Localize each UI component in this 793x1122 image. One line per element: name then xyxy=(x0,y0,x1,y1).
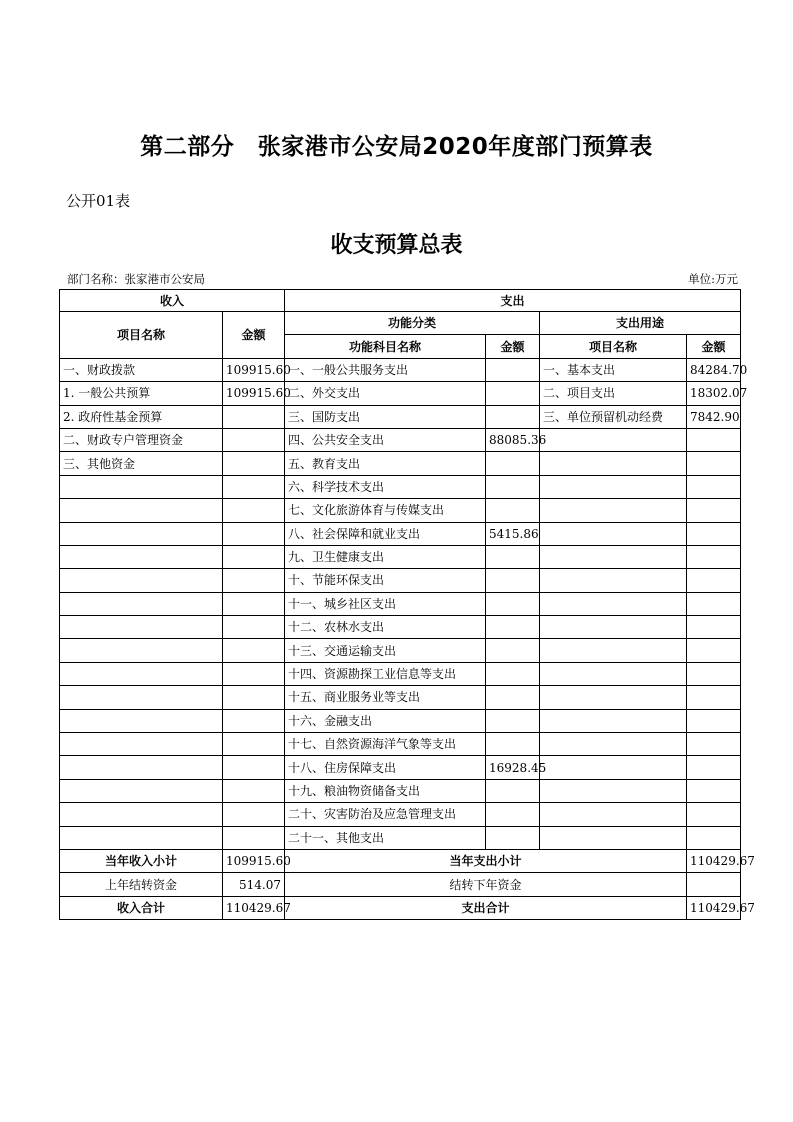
func-amount xyxy=(486,803,540,826)
income-item-name-header: 项目名称 xyxy=(60,312,223,359)
carry-out-label: 结转下年资金 xyxy=(285,873,687,896)
func-amount xyxy=(486,616,540,639)
func-amount xyxy=(486,733,540,756)
table-row xyxy=(60,522,741,545)
page-title: 第二部分 张家港市公安局2020年度部门预算表 xyxy=(140,134,653,160)
func-amount xyxy=(486,405,540,428)
income-item-name xyxy=(60,756,223,779)
table-row xyxy=(60,545,741,568)
func-subject-name: 十七、自然资源海洋气象等支出 xyxy=(285,733,486,756)
func-amount xyxy=(486,826,540,849)
func-amount: 5415.86 xyxy=(486,522,540,545)
table-row xyxy=(60,686,741,709)
income-item-name xyxy=(60,803,223,826)
income-item-name xyxy=(60,779,223,802)
table-row xyxy=(60,826,741,849)
carry-in-label: 上年结转资金 xyxy=(60,873,223,896)
use-amount xyxy=(687,709,741,732)
func-amount xyxy=(486,358,540,381)
use-amount xyxy=(687,662,741,685)
income-item-name xyxy=(60,592,223,615)
table-row xyxy=(60,779,741,802)
table-header-row xyxy=(60,290,741,312)
income-item-name: 三、其他资金 xyxy=(60,452,223,475)
func-amount xyxy=(486,569,540,592)
func-subject-name: 十六、金融支出 xyxy=(285,709,486,732)
func-subject-name: 二十一、其他支出 xyxy=(285,826,486,849)
func-subject-name: 十五、商业服务业等支出 xyxy=(285,686,486,709)
func-subject-name: 九、卫生健康支出 xyxy=(285,545,486,568)
use-item-name xyxy=(540,779,687,802)
table-row xyxy=(60,733,741,756)
table-row xyxy=(60,616,741,639)
use-item-name xyxy=(540,569,687,592)
func-subject-name: 十八、住房保障支出 xyxy=(285,756,486,779)
table-row xyxy=(60,662,741,685)
income-item-name: 2. 政府性基金预算 xyxy=(60,405,223,428)
use-item-name-header: 项目名称 xyxy=(540,335,687,358)
income-total-value: 110429.67 xyxy=(223,896,285,919)
use-item-name xyxy=(540,686,687,709)
table-row xyxy=(60,475,741,498)
use-amount xyxy=(687,452,741,475)
carry-in-value: 514.07 xyxy=(223,873,285,896)
income-amount xyxy=(223,803,285,826)
income-amount xyxy=(223,662,285,685)
income-total-label: 收入合计 xyxy=(60,896,223,919)
func-amount xyxy=(486,382,540,405)
table-header-row xyxy=(60,312,741,335)
income-amount xyxy=(223,639,285,662)
use-item-name: 一、基本支出 xyxy=(540,358,687,381)
func-amount xyxy=(486,475,540,498)
carry-row xyxy=(60,873,741,896)
income-amount xyxy=(223,756,285,779)
income-amount: 109915.60 xyxy=(223,382,285,405)
use-item-name xyxy=(540,709,687,732)
table-row xyxy=(60,428,741,451)
income-item-name: 二、财政专户管理资金 xyxy=(60,428,223,451)
table-row xyxy=(60,382,741,405)
use-amount xyxy=(687,522,741,545)
income-item-name xyxy=(60,616,223,639)
income-amount xyxy=(223,826,285,849)
income-item-name xyxy=(60,733,223,756)
use-item-name xyxy=(540,475,687,498)
table-row xyxy=(60,756,741,779)
expense-total-value: 110429.67 xyxy=(687,896,741,919)
use-item-name xyxy=(540,662,687,685)
income-amount xyxy=(223,686,285,709)
table-row xyxy=(60,803,741,826)
income-amount xyxy=(223,545,285,568)
func-subject-name: 三、国防支出 xyxy=(285,405,486,428)
use-item-name: 三、单位预留机动经费 xyxy=(540,405,687,428)
total-row xyxy=(60,896,741,919)
table-row xyxy=(60,592,741,615)
func-amount xyxy=(486,686,540,709)
income-amount xyxy=(223,733,285,756)
income-item-name xyxy=(60,569,223,592)
income-amount xyxy=(223,452,285,475)
use-item-name xyxy=(540,592,687,615)
table-row xyxy=(60,452,741,475)
use-amount xyxy=(687,569,741,592)
table-row xyxy=(60,358,741,381)
income-item-name xyxy=(60,475,223,498)
use-amount: 7842.90 xyxy=(687,405,741,428)
income-subtotal-value: 109915.60 xyxy=(223,849,285,872)
income-amount xyxy=(223,428,285,451)
income-amount: 109915.60 xyxy=(223,358,285,381)
use-amount-header: 金额 xyxy=(687,335,741,358)
income-item-name xyxy=(60,709,223,732)
use-item-name xyxy=(540,452,687,475)
income-item-name xyxy=(60,662,223,685)
use-amount xyxy=(687,475,741,498)
func-amount: 16928.45 xyxy=(486,756,540,779)
income-amount xyxy=(223,405,285,428)
use-item-name xyxy=(540,733,687,756)
use-item-name xyxy=(540,522,687,545)
table-row xyxy=(60,405,741,428)
income-amount-header: 金额 xyxy=(223,312,285,359)
func-amount xyxy=(486,709,540,732)
func-subject-name: 十一、城乡社区支出 xyxy=(285,592,486,615)
income-item-name xyxy=(60,522,223,545)
table-row xyxy=(60,709,741,732)
func-subject-name: 五、教育支出 xyxy=(285,452,486,475)
income-header: 收入 xyxy=(60,290,285,312)
func-subject-name: 十四、资源勘探工业信息等支出 xyxy=(285,662,486,685)
income-amount xyxy=(223,499,285,522)
table-row xyxy=(60,569,741,592)
func-amount xyxy=(486,499,540,522)
use-amount xyxy=(687,686,741,709)
use-item-name xyxy=(540,756,687,779)
func-subject-name: 七、文化旅游体育与传媒支出 xyxy=(285,499,486,522)
func-subject-name: 六、科学技术支出 xyxy=(285,475,486,498)
use-amount xyxy=(687,592,741,615)
department-name: 部门名称：张家港市公安局 xyxy=(67,272,205,286)
budget-table-body xyxy=(60,290,748,850)
income-amount xyxy=(223,592,285,615)
use-amount xyxy=(687,545,741,568)
func-subject-name: 二、外交支出 xyxy=(285,382,486,405)
func-subject-name: 十二、农林水支出 xyxy=(285,616,486,639)
income-item-name xyxy=(60,639,223,662)
table-code: 公开01表 xyxy=(66,192,131,210)
use-amount: 18302.07 xyxy=(687,382,741,405)
use-amount: 84284.70 xyxy=(687,358,741,381)
func-subject-name: 十、节能环保支出 xyxy=(285,569,486,592)
func-subject-name: 四、公共安全支出 xyxy=(285,428,486,451)
use-amount xyxy=(687,779,741,802)
income-subtotal-label: 当年收入小计 xyxy=(60,849,223,872)
income-amount xyxy=(223,709,285,732)
expense-use-header: 支出用途 xyxy=(540,312,741,335)
func-amount xyxy=(486,545,540,568)
carry-out-value xyxy=(687,873,741,896)
use-item-name xyxy=(540,826,687,849)
func-amount-header: 金额 xyxy=(486,335,540,358)
income-item-name xyxy=(60,826,223,849)
func-subject-name: 八、社会保障和就业支出 xyxy=(285,522,486,545)
use-amount xyxy=(687,616,741,639)
use-amount xyxy=(687,826,741,849)
use-item-name: 二、项目支出 xyxy=(540,382,687,405)
use-item-name xyxy=(540,545,687,568)
expense-header: 支出 xyxy=(285,290,741,312)
func-amount xyxy=(486,662,540,685)
income-amount xyxy=(223,616,285,639)
func-subject-header: 功能科目名称 xyxy=(285,335,486,358)
func-amount: 88085.36 xyxy=(486,428,540,451)
use-amount xyxy=(687,639,741,662)
expense-subtotal-value: 110429.67 xyxy=(687,849,741,872)
func-amount xyxy=(486,639,540,662)
use-amount xyxy=(687,499,741,522)
income-amount xyxy=(223,475,285,498)
use-amount xyxy=(687,428,741,451)
expense-total-label: 支出合计 xyxy=(285,896,687,919)
func-subject-name: 十九、粮油物资储备支出 xyxy=(285,779,486,802)
use-item-name xyxy=(540,803,687,826)
use-amount xyxy=(687,733,741,756)
table-row xyxy=(60,499,741,522)
budget-table-footer xyxy=(60,849,755,919)
expense-subtotal-label: 当年支出小计 xyxy=(285,849,687,872)
table-title: 收支预算总表 xyxy=(330,233,463,258)
func-subject-name: 十三、交通运输支出 xyxy=(285,639,486,662)
func-subject-name: 一、一般公共服务支出 xyxy=(285,358,486,381)
use-item-name xyxy=(540,499,687,522)
use-item-name xyxy=(540,616,687,639)
func-amount xyxy=(486,452,540,475)
table-row xyxy=(60,639,741,662)
income-item-name xyxy=(60,545,223,568)
budget-table xyxy=(59,289,755,920)
income-item-name: 一、财政拨款 xyxy=(60,358,223,381)
income-amount xyxy=(223,522,285,545)
income-item-name xyxy=(60,499,223,522)
func-amount xyxy=(486,779,540,802)
use-item-name xyxy=(540,428,687,451)
income-amount xyxy=(223,569,285,592)
use-item-name xyxy=(540,639,687,662)
func-amount xyxy=(486,592,540,615)
func-subject-name: 二十、灾害防治及应急管理支出 xyxy=(285,803,486,826)
func-class-header: 功能分类 xyxy=(285,312,540,335)
use-amount xyxy=(687,756,741,779)
use-amount xyxy=(687,803,741,826)
income-item-name: 1. 一般公共预算 xyxy=(60,382,223,405)
income-item-name xyxy=(60,686,223,709)
income-amount xyxy=(223,779,285,802)
subtotal-row xyxy=(60,849,741,872)
unit-label: 单位:万元 xyxy=(688,272,738,286)
